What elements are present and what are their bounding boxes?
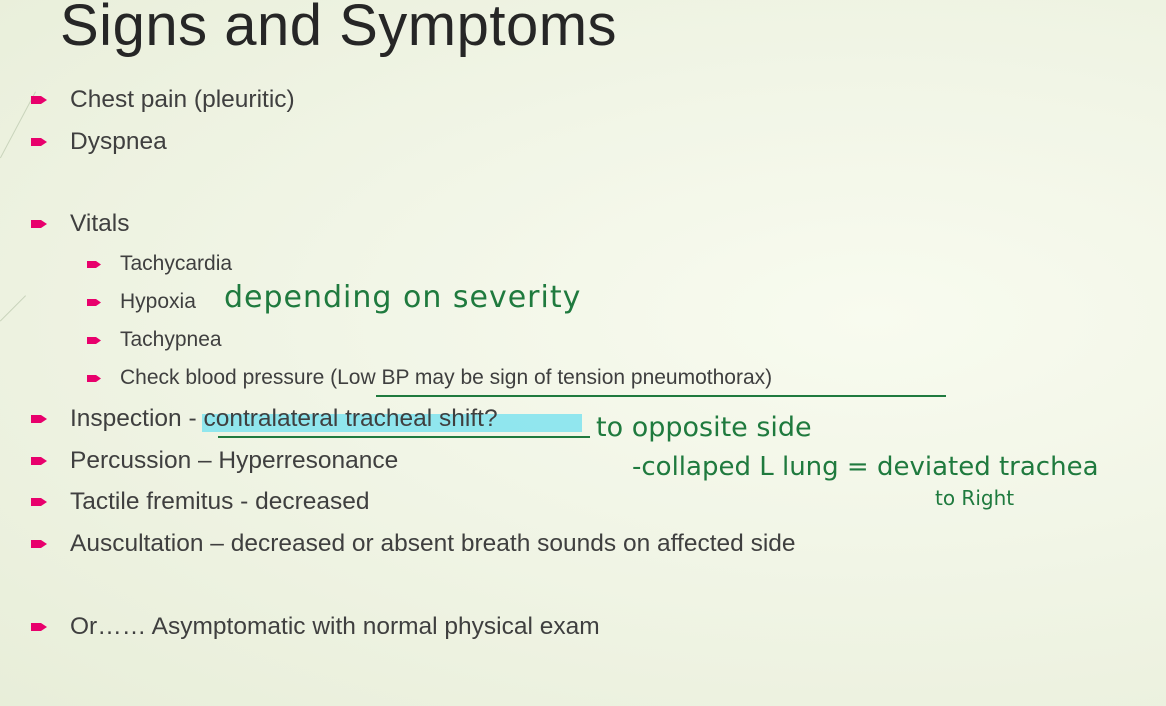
list-item-chest-pain: Chest pain (pleuritic): [70, 86, 295, 113]
bullet-arrow-icon: [30, 218, 48, 230]
handwritten-note-severity: depending on severity: [224, 280, 582, 315]
handwritten-note-collapsed-lung: -collaped L lung = deviated trachea: [632, 452, 1099, 482]
list-item-check-blood-pressure: Check blood pressure (Low BP may be sign of tension pneumothorax): [120, 366, 773, 389]
bullet-arrow-icon: [86, 373, 104, 385]
list-item-dyspnea: Dyspnea: [70, 128, 167, 155]
list-item-tactile-fremitus: Tactile fremitus - decreased: [70, 488, 370, 515]
bullet-arrow-icon: [30, 455, 48, 467]
inspection-label: Inspection: [70, 405, 182, 432]
bullet-arrow-icon: [30, 413, 48, 425]
list-item-tachypnea: Tachypnea: [120, 328, 222, 351]
handwritten-note-to-right: to Right: [935, 486, 1015, 510]
bullet-arrow-icon: [30, 621, 48, 633]
bullet-arrow-icon: [30, 496, 48, 508]
underline-annotation: [218, 436, 590, 438]
slide-title: Signs and Symptoms: [60, 0, 618, 58]
list-item-percussion: Percussion – Hyperresonance: [70, 447, 399, 474]
list-item-vitals: Vitals: [70, 210, 130, 237]
bullet-arrow-icon: [86, 259, 104, 271]
bullet-arrow-icon: [30, 94, 48, 106]
handwritten-note-opposite-side: to opposite side: [596, 412, 812, 443]
list-item-hypoxia: Hypoxia: [120, 290, 196, 313]
bullet-arrow-icon: [86, 297, 104, 309]
inspection-detail: - contralateral tracheal shift?: [181, 405, 498, 432]
list-item-auscultation: Auscultation – decreased or absent breath sounds on affected side: [70, 530, 796, 557]
underline-annotation: [376, 395, 946, 397]
list-item-tachycardia: Tachycardia: [120, 252, 233, 275]
bullet-arrow-icon: [30, 136, 48, 148]
list-item-asymptomatic: Or…… Asymptomatic with normal physical exam: [70, 613, 600, 640]
decorative-line-bottom: [0, 295, 26, 321]
list-item-inspection: [70, 405, 498, 433]
bullet-arrow-icon: [30, 538, 48, 550]
bullet-arrow-icon: [86, 335, 104, 347]
